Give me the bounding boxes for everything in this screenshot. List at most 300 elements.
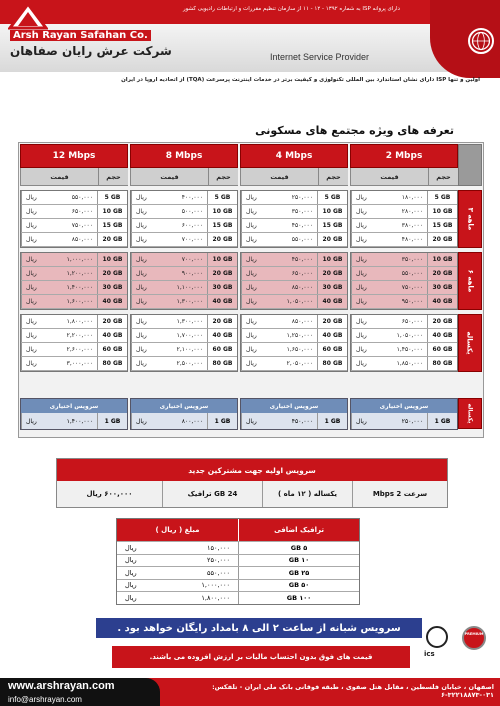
period-group-yearly xyxy=(240,314,348,372)
extra-traffic-volume: GB ۵۰ xyxy=(288,581,310,590)
tariff-row xyxy=(21,329,127,343)
optional-service-box xyxy=(240,398,348,430)
price-value: ۱,۸۰۰,۰۰۰ xyxy=(66,318,93,325)
tariff-row xyxy=(241,267,347,281)
extra-traffic-price: ۱۵۰,۰۰۰ xyxy=(206,543,230,552)
initial-service-speed: سرعت 2 Mbps xyxy=(352,481,447,507)
currency-label: ریال xyxy=(356,298,367,305)
price-value: ۳,۰۰۰,۰۰۰ xyxy=(66,360,93,367)
period-group-3-month xyxy=(350,190,458,248)
price-column-header: قیمت xyxy=(20,168,98,185)
currency-label: ریال xyxy=(136,270,147,277)
price-value: ۵۰۰,۰۰۰ xyxy=(181,208,203,215)
tariff-volume-cell: 80 GB xyxy=(207,357,237,370)
tariff-volume-cell: 60 GB xyxy=(317,343,347,356)
tariff-row xyxy=(131,315,237,329)
currency-label: ریال xyxy=(246,332,257,339)
currency-label: ریال xyxy=(136,417,147,425)
tariff-volume-cell: 5 GB xyxy=(317,191,347,204)
period-labels xyxy=(458,144,482,372)
tariff-volume-cell: 20 GB xyxy=(97,267,127,280)
currency-label: ریال xyxy=(26,208,37,215)
volume-column-header: حجم xyxy=(208,168,238,185)
price-value: ۳۵۰,۰۰۰ xyxy=(401,256,423,263)
price-value: ۴۵۰,۰۰۰ xyxy=(291,222,313,229)
tariff-price-cell xyxy=(21,357,97,370)
tariff-volume-cell: 60 GB xyxy=(97,343,127,356)
currency-label: ریال xyxy=(136,346,147,353)
plan-column xyxy=(130,144,238,372)
tariff-price-cell xyxy=(21,329,97,342)
tariff-volume-cell: 15 GB xyxy=(207,219,237,232)
extra-traffic-volume: GB ۲۵ xyxy=(288,568,310,577)
tariff-row xyxy=(241,343,347,357)
price-value: ۵۵۰,۰۰۰ xyxy=(401,270,423,277)
tariff-price-cell xyxy=(351,343,427,356)
extra-traffic-row xyxy=(117,566,359,579)
tariff-price-cell xyxy=(241,281,317,294)
tariff-volume-cell: 60 GB xyxy=(207,343,237,356)
tariff-price-cell xyxy=(351,357,427,370)
currency-label: ریال xyxy=(246,318,257,325)
tariff-price-cell xyxy=(241,219,317,232)
tariff-volume-cell: 40 GB xyxy=(317,329,347,342)
tariff-volume-cell: 40 GB xyxy=(427,295,457,308)
currency-label: ریال xyxy=(356,346,367,353)
page-title: تعرفه های ویژه مجتمع های مسکونی xyxy=(255,124,454,137)
currency-label: ریال xyxy=(26,236,37,243)
tariff-row xyxy=(131,205,237,219)
currency-label: ریال xyxy=(136,256,147,263)
tariff-row xyxy=(21,357,127,371)
tariff-row xyxy=(351,329,457,343)
tariff-row xyxy=(131,295,237,309)
price-value: ۲۸۰,۰۰۰ xyxy=(401,208,423,215)
price-value: ۴۵۰,۰۰۰ xyxy=(291,256,313,263)
currency-label: ریال xyxy=(26,318,37,325)
price-value: ۲,۰۵۰,۰۰۰ xyxy=(286,360,313,367)
optional-service-row xyxy=(351,413,457,429)
tariff-row xyxy=(351,205,457,219)
tariff-price-cell xyxy=(131,205,207,218)
period-labels-header xyxy=(458,144,482,186)
currency-label: ریال xyxy=(26,332,37,339)
tariff-volume-cell: 10 GB xyxy=(97,205,127,218)
period-group-yearly xyxy=(20,314,128,372)
price-value: ۷۰۰,۰۰۰ xyxy=(181,256,203,263)
tariff-row xyxy=(21,191,127,205)
plan-speed-header: 8 Mbps xyxy=(130,144,238,168)
price-value: ۱,۴۰۰,۰۰۰ xyxy=(66,417,93,425)
isp-label: Internet Service Provider xyxy=(270,52,370,62)
extra-traffic-header xyxy=(117,519,359,541)
tariff-row xyxy=(351,253,457,267)
period-group-6-month xyxy=(350,252,458,310)
tariff-volume-cell: 80 GB xyxy=(97,357,127,370)
plan-speed-header: 2 Mbps xyxy=(350,144,458,168)
plan-subheader xyxy=(240,168,348,186)
currency-label: ریال xyxy=(125,568,137,577)
tariff-row xyxy=(131,329,237,343)
tariff-row xyxy=(351,357,457,371)
currency-label: ریال xyxy=(26,360,37,367)
extra-traffic-price-cell xyxy=(117,542,239,554)
currency-label: ریال xyxy=(246,222,257,229)
plan-speed-header: 12 Mbps xyxy=(20,144,128,168)
price-value: ۴۸۰,۰۰۰ xyxy=(401,236,423,243)
tariff-row xyxy=(241,219,347,233)
price-value: ۱,۸۵۰,۰۰۰ xyxy=(396,360,423,367)
currency-label: ریال xyxy=(26,346,37,353)
tariff-volume-cell: 10 GB xyxy=(97,253,127,266)
plan-column xyxy=(350,144,458,372)
currency-label: ریال xyxy=(246,208,257,215)
tariff-price-cell xyxy=(241,329,317,342)
tariff-volume-cell: 20 GB xyxy=(97,233,127,246)
optional-service-box xyxy=(350,398,458,430)
company-name-fa: شرکت عرش رایان صفاهان xyxy=(10,44,172,58)
tariff-row xyxy=(21,253,127,267)
price-value: ۲,۱۰۰,۰۰۰ xyxy=(176,346,203,353)
tariff-price-cell xyxy=(21,267,97,280)
price-value: ۳۸۰,۰۰۰ xyxy=(401,222,423,229)
tariff-price-cell xyxy=(21,233,97,246)
tariff-row xyxy=(351,219,457,233)
company-logo-icon xyxy=(8,2,48,30)
extra-traffic-price-cell xyxy=(117,592,239,604)
period-group-3-month xyxy=(130,190,238,248)
tariff-price-cell xyxy=(21,315,97,328)
tariff-price-cell xyxy=(241,357,317,370)
currency-label: ریال xyxy=(246,270,257,277)
price-value: ۱,۰۵۰,۰۰۰ xyxy=(396,332,423,339)
volume-column-header: حجم xyxy=(318,168,348,185)
tariff-price-cell xyxy=(131,233,207,246)
tariff-row xyxy=(131,267,237,281)
currency-label: ریال xyxy=(26,284,37,291)
tariff-price-cell xyxy=(241,267,317,280)
optional-price-cell xyxy=(351,413,427,429)
initial-service-heading: سرویس اولیه جهت مشترکین جدید xyxy=(57,459,447,481)
price-value: ۶۵۰,۰۰۰ xyxy=(401,318,423,325)
currency-label: ریال xyxy=(356,417,367,425)
price-value: ۱,۴۰۰,۰۰۰ xyxy=(66,284,93,291)
extra-traffic-price: ۱,۰۰۰,۰۰۰ xyxy=(201,581,230,590)
optional-service-label: سرویس اختیاری xyxy=(131,399,237,413)
tariff-volume-cell: 10 GB xyxy=(427,253,457,266)
currency-label: ریال xyxy=(136,298,147,305)
tariff-row xyxy=(241,253,347,267)
optional-volume-cell: 1 GB xyxy=(427,413,457,429)
plan-subheader xyxy=(130,168,238,186)
currency-label: ریال xyxy=(356,208,367,215)
period-group-6-month xyxy=(130,252,238,310)
currency-label: ریال xyxy=(136,222,147,229)
tariff-price-cell xyxy=(131,295,207,308)
currency-label: ریال xyxy=(356,360,367,367)
initial-service-duration: یکساله ( ۱۲ ماه ) xyxy=(262,481,352,507)
extra-traffic-volume-header: ترافیک اضافی xyxy=(274,526,324,534)
extra-traffic-row xyxy=(117,579,359,592)
currency-label: ریال xyxy=(26,194,37,201)
price-value: ۱,۶۰۰,۰۰۰ xyxy=(66,298,93,305)
tariff-price-cell xyxy=(21,343,97,356)
email-link[interactable]: info@arshrayan.com xyxy=(8,695,82,704)
price-value: ۸۵۰,۰۰۰ xyxy=(71,236,93,243)
currency-label: ریال xyxy=(136,284,147,291)
extra-traffic-price-cell xyxy=(117,567,239,579)
tariff-row xyxy=(241,191,347,205)
ics-certificate-icon xyxy=(426,626,448,648)
plan-subheader xyxy=(20,168,128,186)
company-name-en: Arsh Rayan Safahan Co. xyxy=(10,30,151,41)
tariff-price-cell xyxy=(351,219,427,232)
optional-price-cell xyxy=(21,413,97,429)
tariff-volume-cell: 30 GB xyxy=(427,281,457,294)
price-value: ۱,۰۰۰,۰۰۰ xyxy=(66,256,93,263)
tariff-row xyxy=(351,191,457,205)
currency-label: ریال xyxy=(246,284,257,291)
currency-label: ریال xyxy=(125,543,137,552)
tariff-price-cell xyxy=(351,315,427,328)
tariff-price-cell xyxy=(131,357,207,370)
optional-service-label: سرویس اختیاری xyxy=(241,399,347,413)
price-value: ۷۰۰,۰۰۰ xyxy=(181,236,203,243)
tariff-price-cell xyxy=(241,343,317,356)
tariff-price-cell xyxy=(241,233,317,246)
optional-price-cell xyxy=(241,413,317,429)
extra-traffic-price: ۱,۸۰۰,۰۰۰ xyxy=(201,593,230,602)
tariff-volume-cell: 40 GB xyxy=(97,329,127,342)
tariff-row xyxy=(241,329,347,343)
optional-price-cell xyxy=(131,413,207,429)
optional-service-box xyxy=(20,398,128,430)
optional-service-label: سرویس اختیاری xyxy=(351,399,457,413)
price-value: ۱,۳۰۰,۰۰۰ xyxy=(176,318,203,325)
extra-traffic-row xyxy=(117,554,359,567)
tariff-price-cell xyxy=(241,205,317,218)
tariff-volume-cell: 80 GB xyxy=(427,357,457,370)
price-value: ۴۵۰,۰۰۰ xyxy=(291,417,313,425)
tariff-table xyxy=(18,142,484,438)
tariff-price-cell xyxy=(21,205,97,218)
plan-column xyxy=(240,144,348,372)
tariff-price-cell xyxy=(241,295,317,308)
currency-label: ریال xyxy=(246,298,257,305)
tariff-volume-cell: 20 GB xyxy=(427,267,457,280)
tagline: اولین و تنها ISP دارای نشان استاندارد بین المللی تکنولوژی و کیفیت برتر در خدمات اینترنت پرسرعت (TQA) از اتحادیه اروپا در ایران xyxy=(121,77,480,83)
tariff-row xyxy=(351,281,457,295)
tariff-price-cell xyxy=(21,219,97,232)
tariff-row xyxy=(131,357,237,371)
tariff-volume-cell: 40 GB xyxy=(97,295,127,308)
price-value: ۵۵۰,۰۰۰ xyxy=(291,236,313,243)
tariff-volume-cell: 40 GB xyxy=(207,329,237,342)
tariff-volume-cell: 20 GB xyxy=(317,315,347,328)
tariff-volume-cell: 40 GB xyxy=(207,295,237,308)
tariff-row xyxy=(241,357,347,371)
tariff-volume-cell: 20 GB xyxy=(317,267,347,280)
extra-traffic-price: ۵۵۰,۰۰۰ xyxy=(206,568,230,577)
header xyxy=(0,0,500,90)
tariff-price-cell xyxy=(131,191,207,204)
tariff-price-cell xyxy=(351,267,427,280)
currency-label: ریال xyxy=(26,270,37,277)
price-value: ۱,۲۰۰,۰۰۰ xyxy=(66,270,93,277)
tariff-price-cell xyxy=(131,329,207,342)
plan-column xyxy=(20,144,128,372)
website-link[interactable]: www.arshrayan.com xyxy=(8,680,115,692)
tariff-volume-cell: 40 GB xyxy=(427,329,457,342)
tariff-volume-cell: 20 GB xyxy=(207,267,237,280)
tariff-volume-cell: 60 GB xyxy=(427,343,457,356)
price-column-header: قیمت xyxy=(350,168,428,185)
tariff-volume-cell: 5 GB xyxy=(427,191,457,204)
period-label-yearly: یکساله xyxy=(458,314,482,372)
tariff-volume-cell: 15 GB xyxy=(97,219,127,232)
tariff-row xyxy=(21,205,127,219)
currency-label: ریال xyxy=(125,593,137,602)
price-value: ۱,۰۵۰,۰۰۰ xyxy=(286,298,313,305)
price-value: ۴۰۰,۰۰۰ xyxy=(181,194,203,201)
tariff-price-cell xyxy=(351,191,427,204)
tariff-row xyxy=(21,267,127,281)
tariff-row xyxy=(241,315,347,329)
tariff-row xyxy=(21,295,127,309)
tariff-volume-cell: 5 GB xyxy=(97,191,127,204)
price-value: ۱,۴۵۰,۰۰۰ xyxy=(396,346,423,353)
tariff-volume-cell: 80 GB xyxy=(317,357,347,370)
tariff-price-cell xyxy=(131,281,207,294)
price-value: ۱,۲۵۰,۰۰۰ xyxy=(286,332,313,339)
tariff-row xyxy=(351,343,457,357)
optional-volume-cell: 1 GB xyxy=(97,413,127,429)
tariff-volume-cell: 30 GB xyxy=(207,281,237,294)
tariff-volume-cell: 5 GB xyxy=(207,191,237,204)
currency-label: ریال xyxy=(356,222,367,229)
tariff-row xyxy=(131,343,237,357)
tariff-price-cell xyxy=(21,191,97,204)
currency-label: ریال xyxy=(26,256,37,263)
tariff-row xyxy=(131,281,237,295)
extra-traffic-price-cell xyxy=(117,555,239,567)
optional-service-row xyxy=(241,413,347,429)
tariff-price-cell xyxy=(21,253,97,266)
license-text: دارای پروانه ISP به شماره ۱۳۹۲ - ۱۲ - ۱۱ از سازمان تنظیم مقررات و ارتباطات رادیویی کشور xyxy=(182,6,400,12)
currency-label: ریال xyxy=(125,581,137,590)
tariff-volume-cell: 30 GB xyxy=(97,281,127,294)
tariff-price-cell xyxy=(21,281,97,294)
tariff-volume-cell: 15 GB xyxy=(317,219,347,232)
optional-service-label: سرویس اختیاری xyxy=(21,399,127,413)
tariff-volume-cell: 30 GB xyxy=(317,281,347,294)
price-value: ۶۵۰,۰۰۰ xyxy=(291,270,313,277)
extra-traffic-table xyxy=(116,518,360,605)
price-value: ۷۵۰,۰۰۰ xyxy=(401,284,423,291)
price-value: ۵۵۰,۰۰۰ xyxy=(71,194,93,201)
tariff-volume-cell: 20 GB xyxy=(207,315,237,328)
period-group-6-month xyxy=(20,252,128,310)
tariff-volume-cell: 10 GB xyxy=(317,205,347,218)
volume-column-header: حجم xyxy=(428,168,458,185)
tariff-volume-cell: 15 GB xyxy=(427,219,457,232)
currency-label: ریال xyxy=(136,318,147,325)
tariff-volume-cell: 20 GB xyxy=(317,233,347,246)
price-value: ۱,۱۰۰,۰۰۰ xyxy=(176,284,203,291)
period-group-yearly xyxy=(130,314,238,372)
premium-seal-icon xyxy=(462,626,486,650)
price-column-header: قیمت xyxy=(130,168,208,185)
period-group-6-month xyxy=(240,252,348,310)
tariff-price-cell xyxy=(351,281,427,294)
currency-label: ریال xyxy=(356,332,367,339)
tariff-row xyxy=(351,267,457,281)
currency-label: ریال xyxy=(136,360,147,367)
currency-label: ریال xyxy=(246,346,257,353)
price-value: ۲۵۰,۰۰۰ xyxy=(291,194,313,201)
tariff-price-cell xyxy=(351,329,427,342)
price-value: ۱,۳۰۰,۰۰۰ xyxy=(176,298,203,305)
optional-volume-cell: 1 GB xyxy=(207,413,237,429)
tariff-price-cell xyxy=(241,253,317,266)
extra-traffic-price: ۲۵۰,۰۰۰ xyxy=(206,556,230,565)
currency-label: ریال xyxy=(356,318,367,325)
currency-label: ریال xyxy=(136,194,147,201)
currency-label: ریال xyxy=(246,256,257,263)
tariff-row xyxy=(21,343,127,357)
tariff-volume-cell: 20 GB xyxy=(427,233,457,246)
extra-traffic-price-cell xyxy=(117,580,239,592)
tariff-row xyxy=(131,233,237,247)
currency-label: ریال xyxy=(26,298,37,305)
ics-label: ics xyxy=(424,650,435,658)
tariff-row xyxy=(241,295,347,309)
currency-label: ریال xyxy=(136,332,147,339)
price-value: ۸۰۰,۰۰۰ xyxy=(181,417,203,425)
tariff-row xyxy=(21,219,127,233)
period-group-3-month xyxy=(20,190,128,248)
tariff-row xyxy=(351,233,457,247)
tariff-price-cell xyxy=(131,267,207,280)
currency-label: ریال xyxy=(356,270,367,277)
currency-label: ریال xyxy=(356,256,367,263)
tariff-price-cell xyxy=(131,253,207,266)
optional-service-row xyxy=(21,413,127,429)
tariff-row xyxy=(131,219,237,233)
period-label-yearly-optional: یکساله xyxy=(458,398,482,429)
currency-label: ریال xyxy=(136,208,147,215)
tariff-row xyxy=(21,233,127,247)
premium-label: PREMIUM xyxy=(464,632,484,636)
price-value: ۲,۶۰۰,۰۰۰ xyxy=(66,346,93,353)
tariff-row xyxy=(131,253,237,267)
tariff-price-cell xyxy=(131,315,207,328)
tariff-price-cell xyxy=(351,295,427,308)
tariff-price-cell xyxy=(131,343,207,356)
initial-service-traffic: 24 GB ترافیک xyxy=(162,481,262,507)
price-value: ۶۰۰,۰۰۰ xyxy=(181,222,203,229)
night-service-banner: سرویس شبانه از ساعت ۲ الی ۸ بامداد رایگان خواهد بود . xyxy=(96,618,422,638)
optional-volume-cell: 1 GB xyxy=(317,413,347,429)
extra-traffic-volume: GB ۵ xyxy=(290,543,308,552)
price-value: ۱۸۰,۰۰۰ xyxy=(401,194,423,201)
period-group-3-month xyxy=(240,190,348,248)
tariff-row xyxy=(351,315,457,329)
price-value: ۲,۲۰۰,۰۰۰ xyxy=(66,332,93,339)
period-group-yearly xyxy=(350,314,458,372)
tariff-row xyxy=(21,315,127,329)
price-value: ۸۵۰,۰۰۰ xyxy=(291,284,313,291)
